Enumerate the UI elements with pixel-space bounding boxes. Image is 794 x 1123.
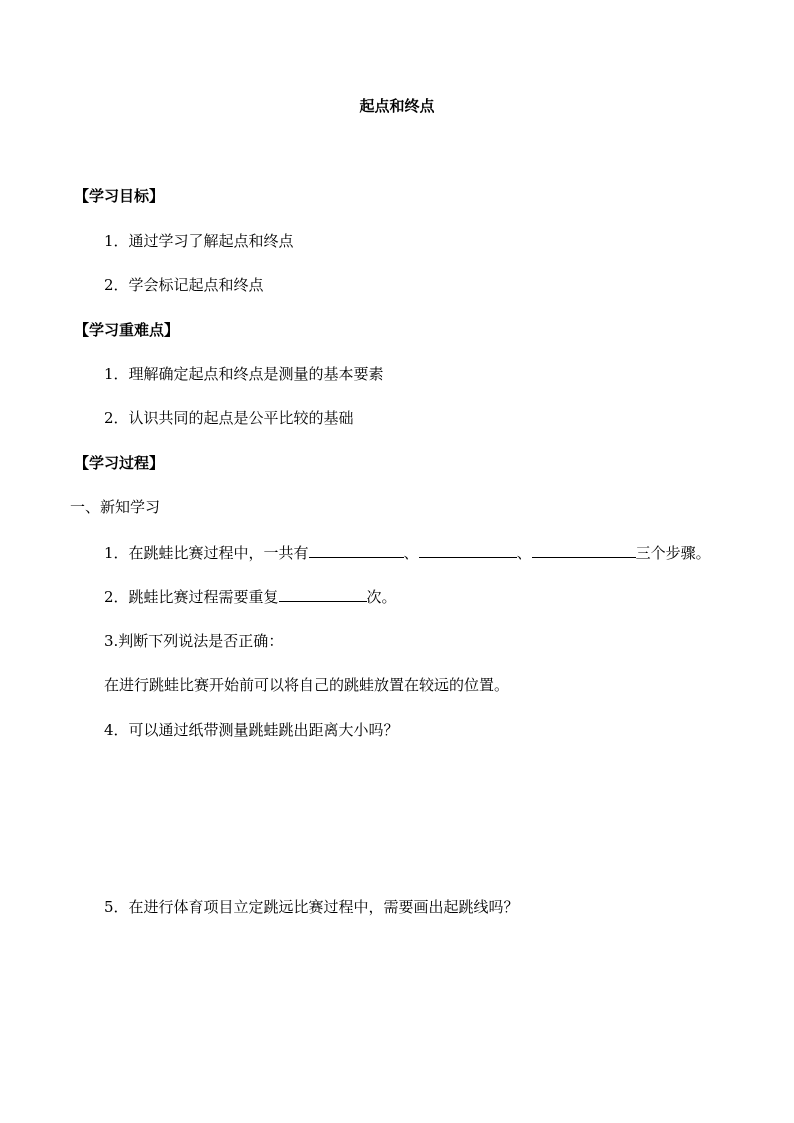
key-point-item-1: 1．理解确定起点和终点是测量的基本要素 xyxy=(104,365,384,383)
objective-item-1: 1．通过学习了解起点和终点 xyxy=(104,232,294,250)
answer-blank-1[interactable] xyxy=(309,542,404,558)
key-points-heading: 【学习重难点】 xyxy=(74,321,180,339)
objective-item-2: 2．学会标记起点和终点 xyxy=(104,276,264,294)
key-point-item-2: 2．认识共同的起点是公平比较的基础 xyxy=(104,409,354,427)
page-title: 起点和终点 xyxy=(359,97,435,115)
new-knowledge-subheading: 一、新知学习 xyxy=(70,498,161,516)
question-4: 4．可以通过纸带测量跳蛙跳出距离大小吗？ xyxy=(104,721,399,739)
process-heading: 【学习过程】 xyxy=(74,454,165,472)
answer-blank-2[interactable] xyxy=(419,542,517,558)
question-2-suffix: 次。 xyxy=(366,588,397,606)
question-1-suffix: 三个步骤。 xyxy=(635,544,711,562)
answer-blank-3[interactable] xyxy=(532,542,636,558)
question-1-prefix: 1．在跳蛙比赛过程中，一共有 xyxy=(104,544,309,562)
answer-blank-4[interactable] xyxy=(279,586,367,602)
question-1-separator-2: 、 xyxy=(516,544,532,562)
question-3-statement: 在进行跳蛙比赛开始前可以将自己的跳蛙放置在较远的位置。 xyxy=(104,676,510,694)
question-3-prompt: 3.判断下列说法是否正确： xyxy=(104,632,284,650)
question-1 xyxy=(104,542,711,563)
question-1-separator-1: 、 xyxy=(403,544,419,562)
question-5: 5．在进行体育项目立定跳远比赛过程中，需要画出起跳线吗？ xyxy=(104,898,519,916)
objectives-heading: 【学习目标】 xyxy=(74,187,165,205)
question-2-prefix: 2．跳蛙比赛过程需要重复 xyxy=(104,588,279,606)
question-2 xyxy=(104,586,397,607)
